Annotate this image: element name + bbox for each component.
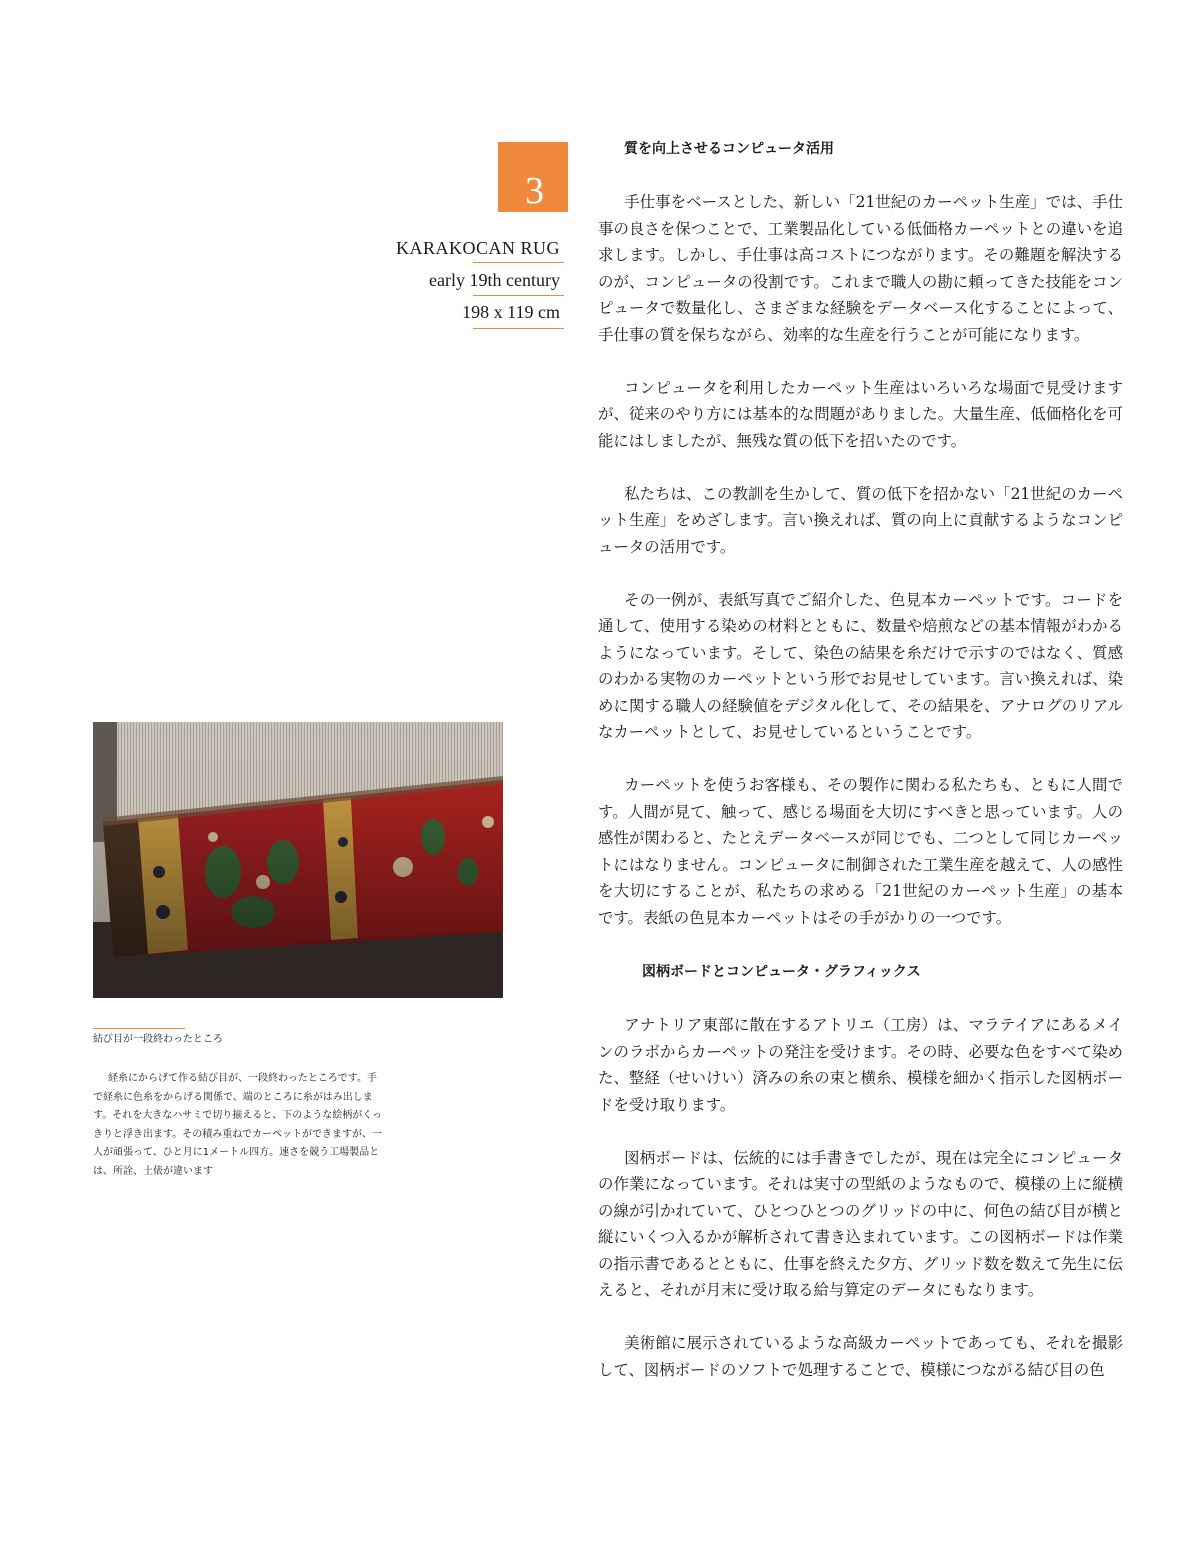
main-article xyxy=(598,136,1123,1383)
section2-heading: 図柄ボードとコンピュータ・グラフィックス xyxy=(642,964,921,980)
section2-paragraph: アナトリア東部に散在するアトリエ（工房）は、マラテイアにあるメインのラボからカーペットの発注を受けます。その時、必要な色をすべて染めた、整経（せいけい）済みの糸の束と横糸、模様を細かく指示した図柄ボードを受け取ります。 xyxy=(598,1016,1123,1114)
name-rule xyxy=(473,262,564,263)
item-number: 3 xyxy=(525,170,544,212)
section1-paragraph: コンピュータを利用したカーペット生産はいろいろな場面で見受けますが、従来のやり方には基本的な問題がありました。大量生産、低価格化を可能にはしましたが、無残な質の低下を招いたのです。 xyxy=(598,378,1123,450)
period-rule xyxy=(473,295,564,296)
caption-body: 経糸にからげて作る結び目が、一段終わったところです。手で経糸に色糸をからげる関係で、端のところに糸がはみ出します。それを大きなハサミで切り揃えると、下のような絵柄がくっきりと浮き出ます。その積み重ねでカーペットができますが、一人が頑張って、ひと月に1メートル四方。速さを競う工場製品とは、所詮、土俵が違います xyxy=(93,1073,382,1177)
caption-rule xyxy=(93,1028,185,1029)
item-size: 198 x 119 cm xyxy=(462,302,560,322)
section1-paragraph: カーペットを使うお客様も、その製作に関わる私たちも、ともに人間です。人間が見て、触って、感じる場面を大切にすべきと思っています。人の感性が関わると、たとえデータベースが同じでも、二つとして同じカーペットにはなりません。コンピュータに制御された工業生産を越えて、人の感性を大切にすることが、私たちの求める「21世紀のカーペット生産」の基本です。表紙の色見本カーペットはその手がかりの一つです。 xyxy=(598,776,1123,927)
section1-paragraph: その一例が、表紙写真でご紹介した、色見本カーペットです。コードを通して、使用する染めの材料とともに、数量や焙煎などの基本情報がわかるようになっています。そして、染色の結果を糸だけで示すのではなく、質感のわかる実物のカーペットという形でお見せしています。言い換えれば、染めに関する職人の経験値をデジタル化して、その結果を、アナログのリアルなカーペットとして、お見せしているということです。 xyxy=(598,590,1123,741)
caption-title: 結び目が一段終わったところ xyxy=(93,1034,223,1045)
item-name: KARAKOCAN RUG xyxy=(395,238,560,258)
section1-paragraph: 手仕事をベースとした、新しい「21世紀のカーペット生産」では、手仕事の良さを保つことで、工業製品化している低価格カーペットとの違いを追求します。しかし、手仕事は高コストにつながります。その難題を解決するのが、コンピュータの役割です。これまで職人の勘に頼ってきた技能をコンピュータで数量化し、さまざまな経験をデータベース化することによって、手仕事の質を保ちながら、効率的な生産を行うことが可能になります。 xyxy=(598,193,1123,344)
section1-paragraph: 私たちは、この教訓を生かして、質の低下を招かない「21世紀のカーペット生産」をめざします。言い換えれば、質の向上に貢献するようなコンピュータの活用です。 xyxy=(598,484,1123,556)
item-period: early 19th century xyxy=(429,270,560,290)
section2-paragraph: 図柄ボードは、伝統的には手書きでしたが、現在は完全にコンピュータの作業になっています。それは実寸の型紙のようなもので、模様の上に縦横の線が引かれていて、ひとつひとつのグリッドの中に、何色の結び目が横と縦にいくつ入るかが解析されて書き込まれています。この図柄ボードは作業の指示書であるとともに、仕事を終えた夕方、グリッド数を数えて先生に伝えると、それが月末に受け取る給与算定のデータにもなります。 xyxy=(598,1148,1123,1299)
section2-paragraph: 美術館に展示されているような高級カーペットであっても、それを撮影して、図柄ボードのソフトで処理することで、模様につながる結び目の色 xyxy=(598,1334,1123,1379)
section1-heading: 質を向上させるコンピュータ活用 xyxy=(624,141,834,157)
item-number-badge xyxy=(498,142,568,212)
size-rule xyxy=(473,328,564,329)
loom-rug-photo xyxy=(93,722,503,998)
